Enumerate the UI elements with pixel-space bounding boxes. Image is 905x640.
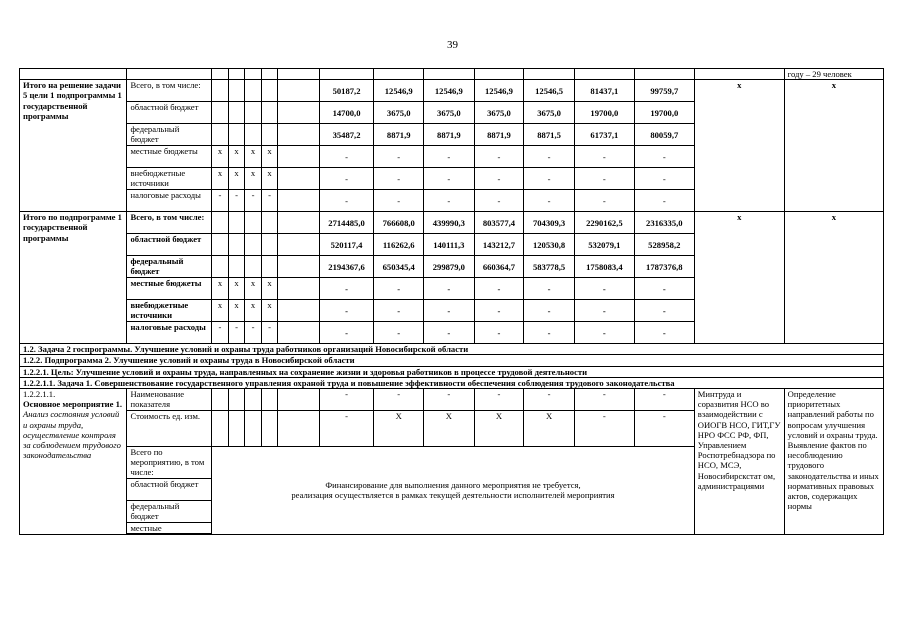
- value-cell: Х: [424, 411, 475, 447]
- value-cell: 61737,1: [574, 124, 634, 146]
- flag-cell: -: [261, 322, 278, 344]
- value-cell: -: [634, 278, 694, 300]
- value-cell: 3675,0: [474, 102, 524, 124]
- value-cell: 19700,0: [574, 102, 634, 124]
- table-row: [20, 69, 884, 80]
- flag-cell: [245, 234, 262, 256]
- expected-result-cell: Определение приоритетных направлений работы по вопросам улучшения условий и охраны труда. Выявление фактов по несоблюдению трудового законодательства и иных нормативных правовых актов, содержащих нормы: [784, 389, 883, 535]
- activity-title: Основное мероприятие 1.: [23, 399, 123, 410]
- flag-cell: [245, 124, 262, 146]
- row-label: областной бюджет: [127, 234, 212, 256]
- value-cell: 3675,0: [424, 102, 475, 124]
- section-heading: 1.2.2. Подпрограмма 2. Улучшение условий и охраны труда в Новосибирской области: [20, 355, 884, 366]
- row-label: Стоимость ед. изм.: [127, 411, 212, 447]
- flag-cell: [261, 102, 278, 124]
- flag-cell: -: [228, 322, 245, 344]
- flag-cell: [212, 256, 229, 278]
- flag-cell: [228, 80, 245, 102]
- value-cell: 3675,0: [374, 102, 424, 124]
- row-label: Всего, в том числе:: [127, 80, 212, 102]
- row-label: федеральный бюджет: [127, 124, 212, 146]
- program-table: [19, 68, 884, 535]
- row-label: налоговые расходы: [127, 322, 212, 344]
- flag-cell: [245, 212, 262, 234]
- value-cell: 81437,1: [574, 80, 634, 102]
- flag-cell: х: [261, 300, 278, 322]
- value-cell: 2290162,5: [574, 212, 634, 234]
- value-cell: 583778,5: [524, 256, 575, 278]
- row-label: внебюджетные источники: [127, 300, 212, 322]
- flag-cell: [261, 80, 278, 102]
- flag-cell: х: [212, 278, 229, 300]
- value-cell: 8871,5: [524, 124, 575, 146]
- flag-cell: х: [245, 278, 262, 300]
- value-cell: 1758083,4: [574, 256, 634, 278]
- value-cell: -: [634, 411, 694, 447]
- row-label: Всего по мероприятию, в том числе:: [127, 447, 212, 479]
- value-cell: -: [574, 389, 634, 411]
- value-cell: -: [574, 278, 634, 300]
- value-cell: -: [319, 146, 374, 168]
- block-title: Итого на решение задачи 5 цели 1 подпрограммы 1 государственной программы: [20, 80, 127, 212]
- value-cell: -: [374, 389, 424, 411]
- activity-description: Анализ состояния условий и охраны труда, осуществление контроля за соблюдением трудового законодательства: [23, 409, 121, 461]
- flag-cell: х: [228, 146, 245, 168]
- flag-cell: [212, 102, 229, 124]
- value-cell: -: [424, 146, 475, 168]
- value-cell: 14700,0: [319, 102, 374, 124]
- flag-cell: [212, 234, 229, 256]
- value-cell: 120530,8: [524, 234, 575, 256]
- value-cell: 116262,6: [374, 234, 424, 256]
- value-cell: -: [574, 300, 634, 322]
- flag-cell: х: [261, 146, 278, 168]
- flag-cell: [261, 256, 278, 278]
- flag-cell: х: [261, 168, 278, 190]
- table-row: [20, 389, 884, 411]
- row-label: областной бюджет: [127, 102, 212, 124]
- flag-cell: [245, 102, 262, 124]
- section-heading: 1.2.2.1. Цель: Улучшение условий и охраны труда, направленных на сохранение жизни и здоровья работников в процессе трудовой деятельности: [20, 366, 884, 377]
- value-cell: -: [424, 190, 475, 212]
- value-cell: -: [374, 146, 424, 168]
- value-cell: 1787376,8: [634, 256, 694, 278]
- value-cell: -: [319, 411, 374, 447]
- page-number: 39: [447, 39, 458, 51]
- value-cell: -: [474, 278, 524, 300]
- value-cell: -: [474, 190, 524, 212]
- value-cell: -: [634, 168, 694, 190]
- value-cell: 520117,4: [319, 234, 374, 256]
- value-cell: -: [474, 168, 524, 190]
- value-cell: -: [524, 322, 575, 344]
- value-cell: -: [474, 300, 524, 322]
- value-cell: -: [524, 389, 575, 411]
- row-label: Наименование показателя: [127, 389, 212, 411]
- flag-cell: [228, 124, 245, 146]
- flag-cell: [228, 256, 245, 278]
- value-cell: 8871,9: [424, 124, 475, 146]
- value-cell: -: [524, 278, 575, 300]
- section-row: [20, 366, 884, 377]
- value-cell: 299879,0: [424, 256, 475, 278]
- row-label: местные бюджеты: [127, 278, 212, 300]
- value-cell: -: [374, 300, 424, 322]
- continuation-note: году – 29 человек: [784, 69, 883, 80]
- value-cell: -: [374, 278, 424, 300]
- flag-cell: х: [245, 168, 262, 190]
- value-cell: -: [474, 389, 524, 411]
- value-cell: -: [319, 389, 374, 411]
- value-cell: -: [319, 168, 374, 190]
- flag-cell: [228, 102, 245, 124]
- flag-cell: х: [245, 146, 262, 168]
- value-cell: -: [634, 322, 694, 344]
- row-label: федеральный бюджет: [127, 500, 212, 522]
- value-cell: 12546,5: [524, 80, 575, 102]
- value-cell: 12546,9: [474, 80, 524, 102]
- value-cell: -: [574, 411, 634, 447]
- row-label: внебюджетные источники: [127, 168, 212, 190]
- flag-cell: -: [212, 190, 229, 212]
- flag-cell: х: [212, 146, 229, 168]
- activity-code: 1.2.2.1.1.: [23, 389, 56, 400]
- value-cell: Х: [524, 411, 575, 447]
- section-row: [20, 344, 884, 355]
- value-cell: 12546,9: [374, 80, 424, 102]
- table-row: [20, 80, 884, 102]
- flag-cell: х: [245, 300, 262, 322]
- value-cell: -: [424, 278, 475, 300]
- value-cell: -: [424, 322, 475, 344]
- financing-note-line: реализация осуществляется в рамках текущей деятельности исполнителей мероприятия: [291, 490, 615, 501]
- table-row: [20, 212, 884, 234]
- value-cell: -: [634, 146, 694, 168]
- value-cell: 660364,7: [474, 256, 524, 278]
- value-cell: -: [634, 389, 694, 411]
- flag-cell: [228, 212, 245, 234]
- section-heading: 1.2. Задача 2 госпрограммы. Улучшение условий и охраны труда работников организаций Новосибирской области: [20, 344, 884, 355]
- value-cell: 528958,2: [634, 234, 694, 256]
- flag-cell: х: [212, 168, 229, 190]
- value-cell: -: [634, 190, 694, 212]
- flag-cell: х: [261, 278, 278, 300]
- value-cell: -: [474, 146, 524, 168]
- block-title: Итого по подпрограмме 1 государственной программы: [20, 212, 127, 344]
- value-cell: 8871,9: [474, 124, 524, 146]
- value-cell: 2194367,6: [319, 256, 374, 278]
- value-cell: -: [319, 278, 374, 300]
- value-cell: 532079,1: [574, 234, 634, 256]
- value-cell: -: [374, 322, 424, 344]
- value-cell: 650345,4: [374, 256, 424, 278]
- section-heading: 1.2.2.1.1. Задача 1. Совершенствование государственного управления охраной труда и повышение эффективности обеспечения соблюдения трудового законодательства: [20, 377, 884, 388]
- row-label: Всего, в том числе:: [127, 212, 212, 234]
- flag-cell: [212, 212, 229, 234]
- row-label: местные: [127, 522, 212, 533]
- value-cell: -: [574, 190, 634, 212]
- flag-cell: х: [212, 300, 229, 322]
- flag-cell: [245, 256, 262, 278]
- executor-cell: х: [694, 80, 784, 212]
- flag-cell: [261, 212, 278, 234]
- row-label: местные бюджеты: [127, 146, 212, 168]
- flag-cell: [261, 234, 278, 256]
- value-cell: 12546,9: [424, 80, 475, 102]
- value-cell: 35487,2: [319, 124, 374, 146]
- flag-cell: -: [212, 322, 229, 344]
- value-cell: Х: [374, 411, 424, 447]
- value-cell: -: [424, 389, 475, 411]
- executors-cell: Минтруда и соразвития НСО во взаимодействии с ОИОГВ НСО, ГИТ,ГУ НРО ФСС РФ, ФП, Управлением Роспотребнадзора по НСО, МСЭ, Новосибирскстат ом, администрациями: [694, 389, 784, 535]
- result-cell: х: [784, 212, 883, 344]
- value-cell: 19700,0: [634, 102, 694, 124]
- financing-note-line: Финансирование для выполнения данного мероприятия не требуется,: [325, 480, 581, 491]
- value-cell: -: [374, 168, 424, 190]
- row-label: областной бюджет: [127, 478, 212, 500]
- executor-cell: х: [694, 212, 784, 344]
- value-cell: 80059,7: [634, 124, 694, 146]
- value-cell: 2316335,0: [634, 212, 694, 234]
- value-cell: -: [524, 300, 575, 322]
- value-cell: -: [524, 168, 575, 190]
- value-cell: 803577,4: [474, 212, 524, 234]
- value-cell: 99759,7: [634, 80, 694, 102]
- value-cell: -: [424, 168, 475, 190]
- flag-cell: [261, 124, 278, 146]
- activity-cell: [20, 389, 127, 535]
- value-cell: -: [524, 190, 575, 212]
- value-cell: -: [634, 300, 694, 322]
- value-cell: -: [574, 168, 634, 190]
- flag-cell: [212, 124, 229, 146]
- value-cell: -: [524, 146, 575, 168]
- value-cell: 766608,0: [374, 212, 424, 234]
- value-cell: -: [574, 146, 634, 168]
- value-cell: 439990,3: [424, 212, 475, 234]
- value-cell: 8871,9: [374, 124, 424, 146]
- flag-cell: -: [261, 190, 278, 212]
- value-cell: 143212,7: [474, 234, 524, 256]
- value-cell: 140111,3: [424, 234, 475, 256]
- value-cell: -: [319, 190, 374, 212]
- row-label: федеральный бюджет: [127, 256, 212, 278]
- section-row: [20, 377, 884, 388]
- value-cell: Х: [474, 411, 524, 447]
- value-cell: -: [319, 300, 374, 322]
- flag-cell: [212, 80, 229, 102]
- section-row: [20, 355, 884, 366]
- flag-cell: -: [245, 322, 262, 344]
- value-cell: 704309,3: [524, 212, 575, 234]
- financing-note: [212, 447, 695, 535]
- flag-cell: х: [228, 300, 245, 322]
- value-cell: -: [574, 322, 634, 344]
- flag-cell: х: [228, 278, 245, 300]
- value-cell: 2714485,0: [319, 212, 374, 234]
- value-cell: 3675,0: [524, 102, 575, 124]
- value-cell: -: [474, 322, 524, 344]
- value-cell: -: [319, 322, 374, 344]
- flag-cell: х: [228, 168, 245, 190]
- value-cell: 50187,2: [319, 80, 374, 102]
- value-cell: -: [424, 300, 475, 322]
- row-label: налоговые расходы: [127, 190, 212, 212]
- value-cell: -: [374, 190, 424, 212]
- result-cell: х: [784, 80, 883, 212]
- flag-cell: -: [245, 190, 262, 212]
- flag-cell: -: [228, 190, 245, 212]
- flag-cell: [245, 80, 262, 102]
- flag-cell: [228, 234, 245, 256]
